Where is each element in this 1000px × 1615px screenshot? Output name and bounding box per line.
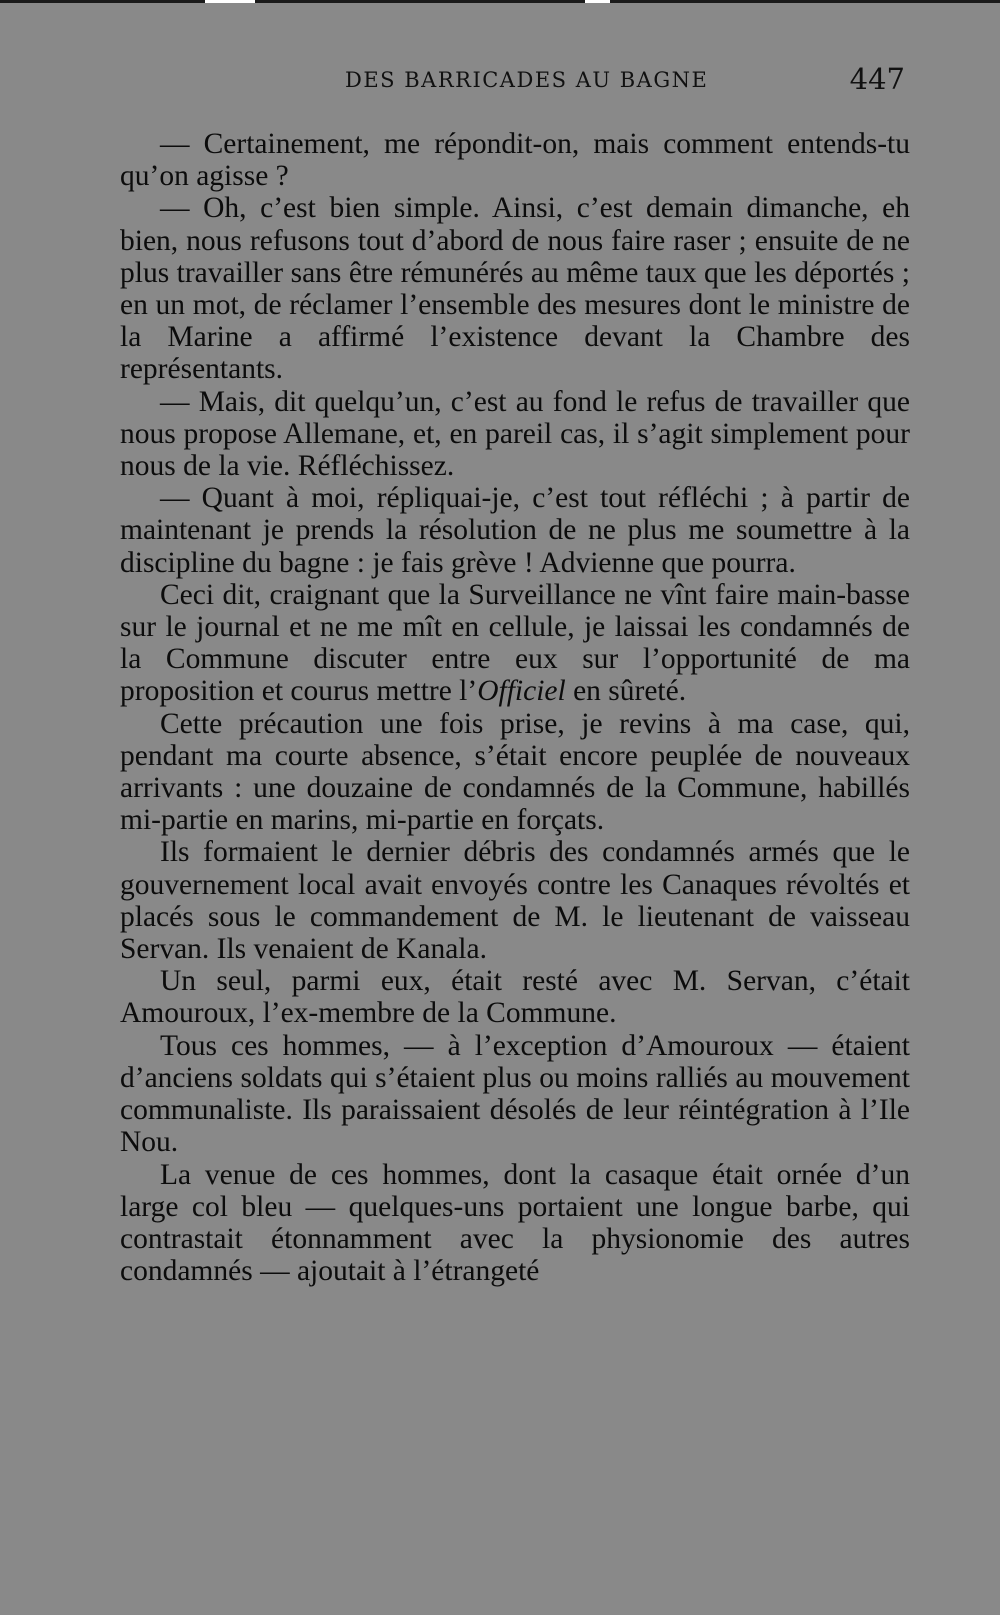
paragraph: — Oh, c’est bien simple. Ainsi, c’est demain dimanche, eh bien, nous refusons tout d’abord de nous faire raser ; ensuite de ne plus travailler sans être rémunérés au même taux que les déportés ; en un mot, de réclamer l’ensemble des mesures dont le ministre de la Marine a affirmé l’existence devant la Chambre des représentants. bbox=[120, 192, 910, 386]
paragraph: — Certainement, me répondit-on, mais comment entends-tu qu’on agisse ? bbox=[120, 128, 910, 193]
paragraph: Un seul, parmi eux, était resté avec M. Servan, c’était Amouroux, l’ex-membre de la Commune. bbox=[120, 965, 910, 1030]
paragraph: Ils formaient le dernier débris des condamnés armés que le gouvernement local avait envoyés contre les Canaques révoltés et placés sous le commandement de M. le lieutenant de vaisseau Servan. Ils venaient de Kanala. bbox=[120, 836, 910, 966]
newspaper-title: Officiel bbox=[477, 675, 566, 708]
paragraph: Tous ces hommes, — à l’exception d’Amouroux — étaient d’anciens soldats qui s’étaient plus ou moins ralliés au mouvement communaliste. Ils paraissaient désolés de leur réintégration à l’Ile Nou. bbox=[120, 1029, 910, 1159]
paragraph: — Quant à moi, répliquai-je, c’est tout réfléchi ; à partir de maintenant je prends la résolution de ne plus me soumettre à la discipline du bagne : je fais grève ! Advienne que pourra. bbox=[120, 482, 910, 579]
top-edge-segment bbox=[255, 0, 585, 3]
page-top-edge bbox=[0, 0, 1000, 3]
top-edge-segment bbox=[610, 0, 1000, 3]
body-text bbox=[120, 128, 910, 1287]
paragraph bbox=[120, 579, 910, 708]
paragraph-text: en sûreté. bbox=[565, 675, 687, 708]
top-edge-segment bbox=[0, 0, 205, 3]
paragraph: — Mais, dit quelqu’un, c’est au fond le refus de travailler que nous propose Allemane, et, en pareil cas, il s’agit simplement pour nous de la vie. Réfléchissez. bbox=[120, 385, 910, 483]
paragraph: Cette précaution une fois prise, je revins à ma case, qui, pendant ma courte absence, s’était encore peuplée de nouveaux arrivants : une douzaine de condamnés de la Commune, habillés mi-partie en marins, mi-partie en forçats. bbox=[120, 707, 910, 837]
paragraph-text: Ceci dit, craignant que la Surveillance ne vînt faire main-basse sur le journal et ne me mît en cellule, je laissai les condamnés de la Commune discuter entre eux sur l’opportunité de ma proposition et courus mettre l’ bbox=[120, 578, 910, 708]
paragraph: La venue de ces hommes, dont la casaque était ornée d’un large col bleu — quelques-uns portaient une longue barbe, qui contrastait étonnamment avec la physionomie des autres condamnés — ajoutait à l’étrangeté bbox=[120, 1158, 910, 1288]
running-title: DES BARRICADES AU BAGNE bbox=[345, 68, 709, 92]
running-header bbox=[120, 62, 910, 102]
page-number: 447 bbox=[849, 62, 905, 96]
